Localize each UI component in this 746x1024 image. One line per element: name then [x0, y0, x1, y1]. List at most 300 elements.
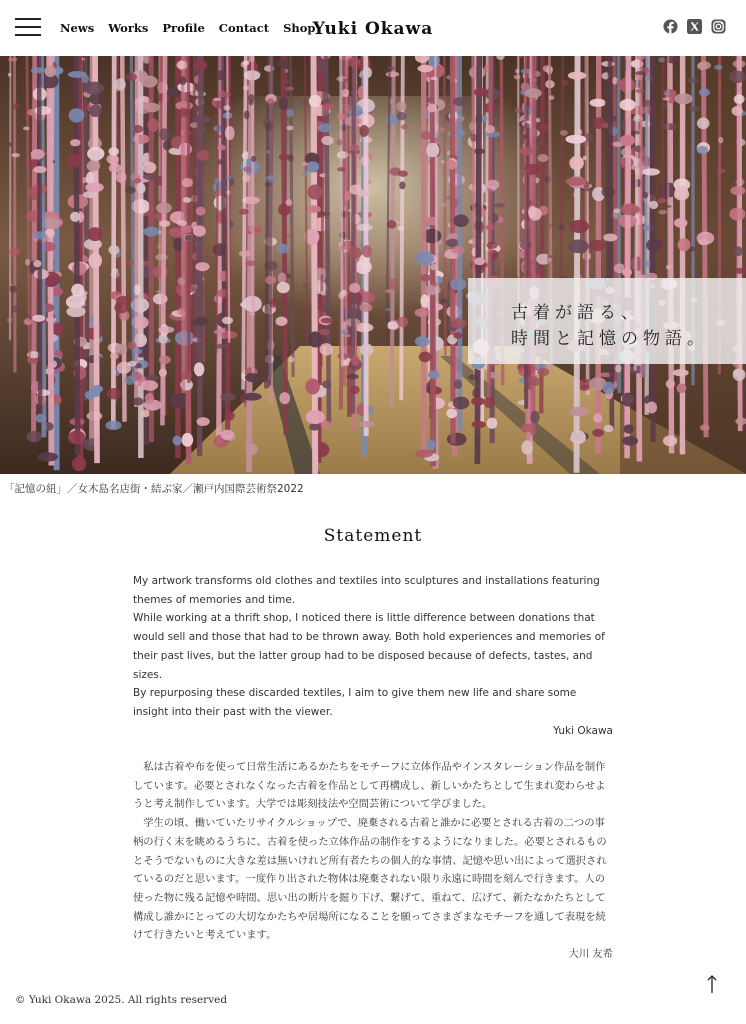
textile-knot: [360, 343, 373, 356]
textile-knot: [266, 175, 276, 180]
textile-knot: [549, 95, 554, 100]
textile-knot: [521, 440, 533, 454]
textile-knot: [658, 210, 666, 214]
textile-knot: [349, 283, 360, 293]
textile-knot: [178, 60, 184, 70]
textile-knot: [115, 78, 126, 90]
textile-knot: [568, 72, 587, 80]
textile-knot: [85, 182, 103, 192]
textile-knot: [12, 153, 20, 157]
textile-knot: [158, 326, 174, 333]
textile-knot: [8, 57, 17, 61]
textile-knot: [603, 233, 617, 241]
textile-knot: [177, 308, 185, 316]
textile-knot: [221, 430, 235, 440]
hero-caption-box: [468, 278, 746, 364]
textile-knot: [385, 289, 391, 293]
textile-knot: [197, 150, 209, 161]
textile-knot: [635, 71, 646, 75]
textile-knot: [343, 334, 351, 337]
textile-knot: [141, 380, 158, 391]
textile-knot: [279, 153, 290, 160]
textile-knot: [70, 212, 80, 222]
textile-knot: [309, 95, 321, 108]
textile-knot: [68, 431, 86, 445]
textile-knot: [340, 330, 349, 334]
textile-knot: [646, 238, 662, 251]
textile-knot: [287, 108, 294, 117]
textile-knot: [453, 214, 468, 227]
textile-knot: [116, 171, 126, 183]
textile-knot: [471, 397, 484, 406]
textile-knot: [415, 336, 430, 347]
textile-knot: [148, 118, 159, 132]
textile-knot: [350, 386, 360, 395]
textile-knot: [53, 322, 64, 335]
textile-knot: [666, 205, 672, 208]
textile-knot: [583, 252, 592, 260]
textile-knot: [543, 65, 553, 72]
textile-knot: [279, 97, 289, 110]
textile-knot: [420, 131, 431, 140]
textile-knot: [420, 294, 429, 307]
x-twitter-icon[interactable]: [687, 19, 702, 34]
textile-strand: [598, 56, 599, 454]
textile-knot: [487, 418, 498, 429]
textile-knot: [389, 278, 397, 289]
textile-knot: [524, 164, 541, 175]
textile-knot: [213, 98, 222, 101]
textile-knot: [397, 317, 408, 328]
textile-knot: [401, 124, 408, 129]
textile-knot: [733, 368, 746, 381]
textile-knot: [244, 110, 250, 119]
textile-knot: [474, 88, 488, 96]
textile-knot: [440, 127, 445, 131]
textile-knot: [346, 374, 358, 380]
textile-knot: [301, 162, 308, 166]
textile-knot: [285, 87, 294, 91]
textile-knot: [223, 92, 231, 97]
textile-knot: [145, 103, 160, 113]
textile-knot: [157, 244, 161, 249]
textile-knot: [342, 89, 350, 96]
textile-knot: [288, 154, 293, 161]
textile-strand: [346, 56, 347, 355]
textile-knot: [216, 70, 226, 80]
textile-knot: [387, 321, 399, 329]
textile-knot: [336, 246, 345, 251]
textile-knot: [529, 208, 542, 221]
textile-strand: [610, 56, 612, 429]
textile-knot: [134, 178, 141, 183]
textile-knot: [621, 203, 639, 215]
textile-knot: [398, 170, 408, 177]
textile-knot: [420, 274, 431, 281]
site-title[interactable]: Yuki Okawa: [312, 19, 434, 39]
textile-knot: [245, 443, 257, 456]
textile-knot: [7, 142, 13, 146]
textile-knot: [386, 71, 400, 77]
textile-knot: [620, 135, 634, 143]
textile-strand: [670, 56, 672, 453]
textile-knot: [687, 78, 699, 83]
textile-knot: [182, 178, 193, 187]
textile-knot: [33, 260, 41, 267]
textile-knot: [454, 379, 462, 389]
textile-knot: [159, 334, 168, 344]
textile-knot: [593, 413, 602, 423]
textile-knot: [622, 393, 635, 407]
textile-knot: [277, 282, 290, 293]
textile-knot: [265, 276, 276, 285]
textile-knot: [548, 255, 552, 258]
textile-knot: [447, 433, 467, 446]
textile-knot: [483, 372, 501, 378]
textile-strand: [113, 56, 114, 428]
textile-knot: [732, 106, 743, 116]
textile-knot: [570, 220, 589, 233]
statement-en-paragraph: While working at a thrift shop, I noticed there is little difference between donations that would sell and those that had to be thrown away. Both hold experiences and memories of their past lives, but the latter group had to be disposed because of defects, tastes, and sizes.: [133, 612, 605, 681]
textile-knot: [579, 385, 590, 391]
hero-caption-line-2: 時間と記憶の物語。: [511, 329, 709, 349]
nav-contact[interactable]: Contact: [218, 21, 270, 35]
textile-knot: [663, 98, 671, 101]
back-to-top-arrow-icon[interactable]: [704, 974, 720, 994]
textile-knot: [89, 150, 100, 162]
textile-knot: [348, 292, 362, 304]
statement-japanese: [133, 758, 613, 964]
textile-strand: [326, 56, 329, 425]
textile-knot: [359, 421, 375, 428]
textile-knot: [115, 343, 127, 354]
textile-knot: [143, 173, 158, 180]
textile-knot: [88, 253, 102, 268]
textile-knot: [193, 116, 211, 124]
textile-knot: [71, 284, 84, 297]
textile-knot: [322, 380, 331, 388]
textile-knot: [515, 69, 519, 74]
textile-knot: [72, 456, 86, 471]
textile-knot: [13, 103, 21, 110]
textile-knot: [385, 308, 392, 311]
textile-knot: [417, 65, 433, 72]
textile-knot: [729, 71, 745, 84]
textile-knot: [306, 205, 321, 213]
textile-knot: [426, 440, 436, 451]
textile-knot: [441, 88, 447, 92]
textile-knot: [568, 239, 589, 253]
textile-knot: [215, 135, 222, 138]
textile-knot: [673, 369, 689, 376]
textile-knot: [322, 103, 334, 111]
textile-knot: [440, 202, 447, 207]
textile-knot: [537, 368, 549, 376]
textile-knot: [678, 238, 691, 251]
textile-knot: [143, 227, 159, 237]
textile-knot: [128, 260, 134, 266]
textile-knot: [474, 257, 485, 265]
textile-knot: [426, 143, 439, 157]
textile-knot: [662, 104, 667, 108]
textile-knot: [388, 66, 396, 70]
textile-knot: [68, 71, 87, 78]
textile-knot: [87, 227, 102, 241]
textile-knot: [10, 285, 17, 293]
textile-knot: [337, 113, 346, 121]
textile-knot: [309, 423, 320, 430]
textile-knot: [302, 283, 309, 287]
nav-news[interactable]: News: [60, 21, 95, 35]
textile-knot: [537, 154, 548, 162]
textile-knot: [336, 139, 342, 146]
textile-knot: [675, 93, 693, 104]
textile-knot: [84, 82, 104, 95]
textile-knot: [25, 259, 30, 266]
textile-knot: [306, 161, 319, 172]
textile-knot: [196, 125, 206, 133]
textile-knot: [700, 424, 710, 431]
textile-knot: [125, 376, 135, 385]
textile-knot: [430, 77, 437, 81]
textile-knot: [182, 433, 194, 447]
statement-en-signature: Yuki Okawa: [553, 724, 613, 737]
nav-profile[interactable]: Profile: [162, 21, 205, 35]
textile-knot: [675, 186, 688, 198]
textile-knot: [185, 235, 193, 241]
textile-knot: [623, 424, 633, 433]
textile-knot: [338, 292, 344, 300]
textile-knot: [275, 316, 287, 326]
textile-knot: [569, 156, 583, 170]
textile-knot: [126, 73, 137, 81]
statement-ja-paragraph: 学生の頃、働いていたリサイクルショップで、廃棄される古着と誰かに必要とされる古着の二つの事柄の行く末を眺めるうちに、古着を使った立体作品の制作をするようになりました。必要とされるものとそうでないものに大きな差は無いけれど所有者たちの個人的な事情、記憶や思い出によって選択されているのだと思います。一度作り出された物体は廃棄されない限り永遠に時間を刻んで行きます。人の使った物に残る記憶や時間、思い出の断片を掘り下げ、繋げて、重ねて、広げて、新たなかたちとして構成し誰かにとっての大切なかたちや居場所になることを願ってさまざまなモチーフを通して表現を続けて行きたいと考えています。: [133, 817, 607, 942]
textile-knot: [665, 90, 677, 103]
textile-knot: [33, 166, 46, 173]
installation-photo: [0, 56, 746, 474]
textile-knot: [666, 265, 671, 270]
textile-knot: [163, 140, 171, 150]
textile-knot: [34, 106, 51, 115]
textile-knot: [245, 373, 260, 382]
textile-knot: [589, 99, 606, 107]
textile-knot: [658, 57, 665, 62]
textile-knot: [145, 393, 154, 404]
textile-knot: [570, 407, 589, 417]
hero-image: [0, 56, 746, 474]
textile-knot: [70, 139, 80, 146]
textile-knot: [714, 65, 722, 70]
textile-knot: [89, 105, 102, 117]
textile-knot: [613, 208, 620, 213]
textile-knot: [416, 251, 434, 265]
textile-knot: [697, 62, 707, 70]
textile-knot: [434, 137, 439, 142]
textile-knot: [399, 181, 405, 189]
textile-knot: [277, 59, 286, 68]
textile-knot: [181, 371, 192, 379]
textile-knot: [245, 260, 256, 266]
textile-knot: [318, 123, 333, 132]
textile-knot: [415, 308, 430, 317]
textile-knot: [183, 197, 192, 203]
facebook-icon[interactable]: [663, 19, 678, 34]
textile-knot: [734, 94, 745, 104]
textile-knot: [217, 145, 226, 151]
textile-knot: [529, 378, 541, 386]
textile-knot: [69, 108, 85, 122]
textile-knot: [397, 112, 407, 121]
textile-knot: [589, 240, 605, 251]
textile-knot: [566, 177, 586, 186]
textile-knot: [440, 298, 446, 303]
textile-knot: [469, 122, 474, 131]
photo-credit: 「記憶の紐」／女木島名店街・結ぶ家／瀬戸内国際芸術祭2022: [4, 483, 304, 495]
textile-knot: [428, 370, 440, 378]
textile-knot: [583, 156, 587, 161]
textile-knot: [362, 67, 372, 78]
textile-knot: [602, 186, 615, 197]
textile-knot: [179, 76, 186, 85]
textile-knot: [195, 262, 209, 271]
textile-knot: [141, 76, 158, 88]
textile-knot: [733, 246, 743, 256]
hero-caption-line-1: 古着が語る、: [511, 303, 643, 323]
textile-knot: [35, 414, 46, 423]
textile-knot: [729, 207, 745, 220]
textile-strand: [703, 56, 706, 437]
textile-knot: [66, 153, 82, 167]
textile-knot: [453, 332, 462, 339]
textile-knot: [677, 383, 687, 393]
textile-knot: [133, 397, 144, 405]
textile-knot: [242, 174, 250, 182]
textile-knot: [440, 160, 445, 164]
textile-knot: [227, 190, 231, 194]
textile-strand: [131, 56, 133, 382]
textile-knot: [159, 220, 170, 227]
textile-strand: [162, 56, 165, 425]
textile-knot: [306, 410, 325, 424]
textile-knot: [248, 94, 255, 102]
textile-knot: [717, 169, 725, 173]
textile-knot: [11, 305, 18, 312]
textile-knot: [7, 317, 12, 323]
textile-knot: [321, 136, 333, 145]
textile-knot: [286, 199, 293, 206]
textile-knot: [359, 125, 369, 137]
textile-knot: [131, 199, 150, 213]
textile-knot: [267, 98, 275, 106]
textile-knot: [688, 106, 700, 112]
textile-knot: [424, 285, 441, 295]
textile-knot: [23, 319, 32, 325]
textile-knot: [649, 201, 658, 209]
textile-knot: [239, 209, 249, 215]
textile-strand: [136, 56, 137, 407]
textile-knot: [663, 435, 677, 446]
textile-knot: [278, 272, 287, 283]
textile-strand: [392, 56, 394, 407]
textile-knot: [193, 60, 207, 71]
statement-ja-paragraph: 私は古着や布を使って日常生活にあるかたちをモチーフに立体作品やインスタレーション作品を制作しています。必要とされなくなった古着を作品として再構成し、新しいかたちとして生まれ変わらせようと考え制作しています。大学では彫刻技法や空間芸術について学びました。: [133, 761, 606, 811]
textile-knot: [337, 167, 345, 171]
site-header: [0, 0, 746, 56]
nav-works[interactable]: Works: [108, 21, 149, 35]
textile-knot: [524, 134, 528, 140]
textile-knot: [23, 126, 30, 130]
textile-knot: [359, 303, 372, 311]
textile-knot: [619, 99, 635, 111]
textile-knot: [697, 146, 709, 154]
textile-knot: [239, 250, 251, 256]
textile-knot: [159, 128, 169, 140]
textile-knot: [350, 144, 360, 151]
textile-knot: [615, 364, 621, 372]
textile-knot: [242, 393, 262, 401]
textile-knot: [8, 73, 12, 77]
textile-knot: [455, 129, 465, 137]
textile-knot: [320, 343, 333, 356]
textile-knot: [730, 186, 745, 196]
textile-knot: [697, 118, 710, 130]
textile-knot: [116, 296, 131, 304]
textile-knot: [177, 82, 195, 92]
textile-knot: [145, 375, 158, 382]
textile-knot: [251, 156, 257, 162]
instagram-icon[interactable]: [711, 19, 726, 34]
statement-heading: Statement: [323, 526, 423, 546]
textile-knot: [243, 85, 249, 91]
textile-knot: [485, 125, 495, 133]
textile-knot: [398, 226, 405, 231]
textile-knot: [194, 362, 204, 376]
textile-knot: [223, 105, 230, 111]
textile-knot: [243, 61, 249, 66]
textile-knot: [269, 298, 278, 307]
textile-knot: [156, 202, 172, 213]
textile-knot: [321, 318, 334, 324]
textile-knot: [159, 356, 171, 364]
textile-knot: [450, 319, 466, 329]
textile-knot: [89, 388, 100, 397]
statement-ja-signature: 大川 友希: [568, 948, 613, 961]
statement-en-paragraph: My artwork transforms old clothes and textiles into sculptures and installations featuring themes of memories and time.: [133, 575, 600, 606]
textile-knot: [108, 147, 119, 156]
textile-knot: [636, 89, 645, 94]
social-links: [663, 19, 726, 34]
footer-copyright: © Yuki Okawa 2025. All rights reserved: [15, 994, 228, 1006]
textile-knot: [415, 450, 433, 458]
textile-knot: [301, 101, 309, 106]
textile-knot: [622, 436, 638, 446]
textile-knot: [308, 331, 323, 347]
textile-knot: [32, 315, 45, 322]
textile-knot: [287, 126, 294, 131]
textile-knot: [277, 244, 289, 254]
textile-knot: [390, 99, 394, 104]
textile-knot: [486, 180, 499, 190]
textile-knot: [175, 331, 195, 346]
nav-shop[interactable]: Shop: [283, 21, 316, 35]
textile-knot: [66, 306, 85, 317]
textile-knot: [108, 245, 119, 255]
textile-knot: [446, 408, 457, 418]
textile-knot: [674, 218, 687, 228]
textile-knot: [214, 196, 228, 210]
textile-knot: [125, 186, 136, 194]
textile-knot: [558, 225, 564, 230]
